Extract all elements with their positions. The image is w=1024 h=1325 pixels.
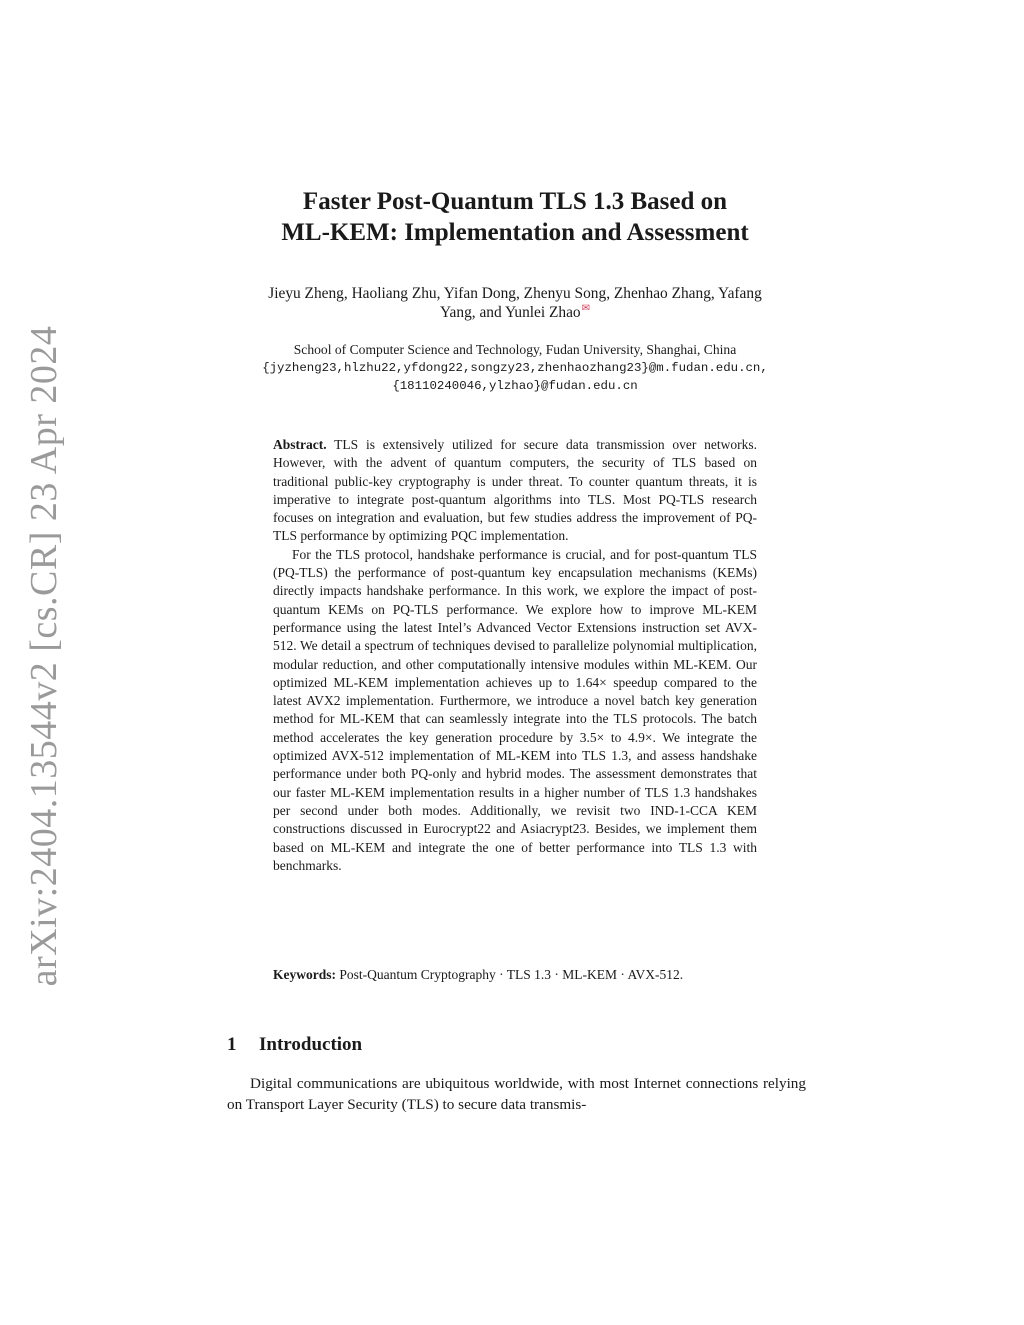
paper-title-line-2: ML-KEM: Implementation and Assessment bbox=[281, 219, 749, 246]
introduction-paragraph: Digital communications are ubiquitous worldwide, with most Internet connections relying on Transport Layer Security (TLS) to secure data transmis- bbox=[227, 1075, 806, 1113]
author-list-line-1: Jieyu Zheng, Haoliang Zhu, Yifan Dong, Zhenyu Song, Zhenhao Zhang, Yafang bbox=[268, 285, 762, 302]
paper-title-line-1: Faster Post-Quantum TLS 1.3 Based on bbox=[302, 188, 728, 215]
author-list bbox=[214, 284, 816, 322]
abstract-paragraph-1 bbox=[273, 436, 757, 546]
author-list-line-2-text: Yang, and Yunlei Zhao bbox=[439, 304, 581, 321]
section-title: Introduction bbox=[259, 1034, 363, 1055]
affiliation-block bbox=[214, 341, 816, 395]
paper-title bbox=[230, 186, 800, 248]
author-list-line-2 bbox=[214, 303, 816, 322]
envelope-icon: ✉ bbox=[581, 302, 591, 314]
abstract-paragraph-1-text: TLS is extensively utilized for secure data transmission over networks. However, with the advent of quantum computers, the security of TLS based on traditional public-key cryptography is under threat. To counter quantum threats, it is imperative to integrate post-quantum algorithms into TLS. Most PQ-TLS research focuses on integration and evaluation, but few studies address the improvement of PQ-TLS performance by optimizing PQC implementation. bbox=[273, 437, 757, 544]
section-heading-introduction bbox=[227, 1033, 362, 1057]
author-emails-line-2: {18110240046,ylzhao}@fudan.edu.cn bbox=[392, 379, 638, 393]
section-number: 1 bbox=[227, 1034, 237, 1055]
abstract-label: Abstract. bbox=[273, 437, 327, 452]
abstract-paragraph-2: For the TLS protocol, handshake performance is crucial, and for post-quantum TLS (PQ-TLS) the performance of post-quantum key encapsulation mechanisms (KEMs) directly impacts handshake performance. In this work, we explore the impact of post-quantum KEMs on PQ-TLS performance. We explore how to improve ML-KEM performance using the latest Intel’s Advanced Vector Extensions instruction set AVX-512. We detail a spectrum of techniques devised to parallelize polynomial multiplication, modular reduction, and other computationally intensive modules within ML-KEM. Our optimized ML-KEM implementation achieves up to 1.64× speedup compared to the latest AVX2 implementation. Furthermore, we introduce a novel batch key generation method for ML-KEM that can seamlessly integrate into the TLS protocols. The batch method accelerates the key generation procedure by 3.5× to 4.9×. We integrate the optimized AVX-512 implementation of ML-KEM into TLS 1.3, and assess handshake performance under both PQ-only and hybrid modes. The assessment demonstrates that our faster ML-KEM implementation results in a higher number of TLS 1.3 handshakes per second under both modes. Additionally, we revisit two IND-1-CCA KEM constructions discussed in Eurocrypt22 and Asiacrypt23. Besides, we implement them based on ML-KEM and integrate the one of better performance into TLS 1.3 with benchmarks. bbox=[273, 546, 757, 873]
keywords bbox=[273, 966, 757, 984]
author-emails-line-1: {jyzheng23,hlzhu22,yfdong22,songzy23,zhenhaozhang23}@m.fudan.edu.cn, bbox=[262, 361, 768, 375]
keywords-label: Keywords: bbox=[273, 967, 336, 982]
keywords-text: Post-Quantum Cryptography · TLS 1.3 · ML-KEM · AVX-512. bbox=[339, 967, 684, 982]
affiliation-school: School of Computer Science and Technology, Fudan University, Shanghai, China bbox=[293, 342, 737, 357]
arxiv-identifier-stamp: arXiv:2404.13544v2 [cs.CR] 23 Apr 2024 bbox=[23, 325, 65, 987]
abstract bbox=[273, 436, 757, 875]
